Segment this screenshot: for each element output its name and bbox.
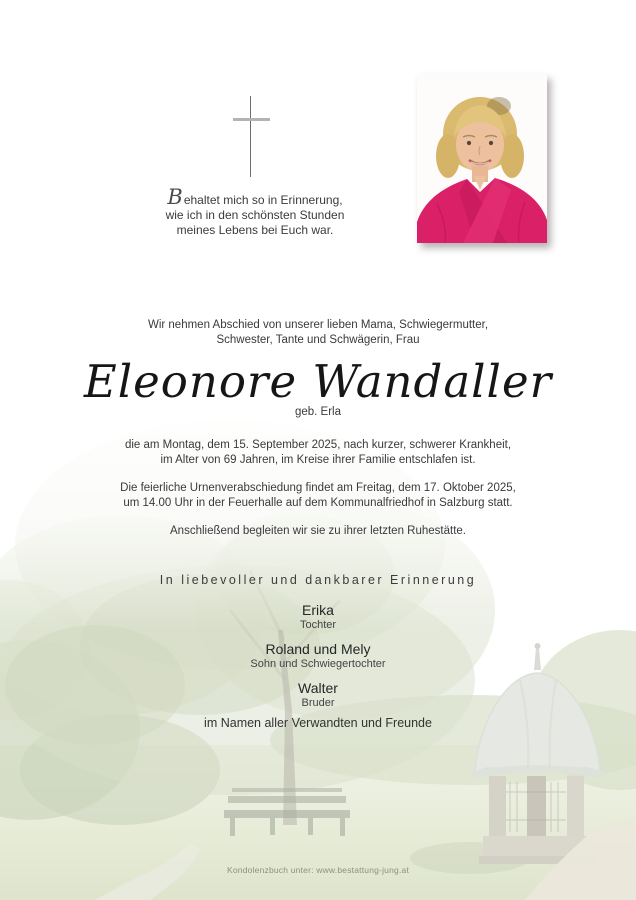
closing-line: Anschließend begleiten wir sie zu ihrer letzten Ruhestätte. bbox=[170, 525, 466, 537]
death-line-1: die am Montag, dem 15. September 2025, nach kurzer, schwerer Krankheit, bbox=[124, 439, 512, 451]
mourner-relation: Bruder bbox=[301, 697, 335, 709]
funeral-line-2: um 14.00 Uhr in der Feuerhalle auf dem Kommunalfriedhof in Salzburg statt. bbox=[123, 496, 513, 509]
quote-initial: B bbox=[167, 185, 184, 209]
intro-text bbox=[0, 318, 636, 347]
mourner-entry bbox=[0, 680, 636, 710]
quote-line-1: Behaltet mich so in Erinnerung, bbox=[167, 185, 343, 209]
memorial-quote bbox=[100, 185, 410, 238]
mourner-name: Erika bbox=[302, 602, 334, 618]
mourner-entry bbox=[0, 602, 636, 632]
mourner-entry bbox=[0, 641, 636, 671]
cross-horizontal-bar bbox=[233, 118, 270, 121]
mourner-name: Roland und Mely bbox=[265, 641, 371, 657]
quote-line-2: wie ich in den schönsten Stunden bbox=[165, 208, 345, 222]
mourners-list bbox=[0, 602, 636, 719]
condolence-book-note: Kondolenzbuch unter: www.bestattung-jung.at bbox=[226, 865, 410, 875]
funeral-details bbox=[0, 481, 636, 510]
quote-line-3: meines Lebens bei Euch war. bbox=[176, 223, 334, 237]
intro-line-2: Schwester, Tante und Schwägerin, Frau bbox=[216, 333, 420, 346]
maiden-name: geb. Erla bbox=[294, 406, 342, 418]
death-announcement bbox=[0, 438, 636, 467]
mourner-relation: Sohn und Schwiegertochter bbox=[250, 658, 386, 670]
mourner-name: Walter bbox=[298, 680, 338, 696]
remembrance-line: In liebevoller und dankbarer Erinnerung bbox=[159, 573, 477, 587]
mourner-relation: Tochter bbox=[299, 619, 337, 631]
portrait-photo bbox=[417, 74, 547, 243]
on-behalf-line: im Namen aller Verwandten und Freunde bbox=[204, 716, 432, 730]
funeral-line-1: Die feierliche Urnenverabschiedung findet am Freitag, dem 17. Oktober 2025, bbox=[120, 482, 516, 494]
cross-vertical-bar bbox=[250, 96, 251, 177]
deceased-name: Eleonore Wandaller bbox=[83, 355, 553, 408]
intro-line-1: Wir nehmen Abschied von unserer lieben Mama, Schwiegermutter, bbox=[147, 319, 489, 331]
death-line-2: im Alter von 69 Jahren, im Kreise ihrer Familie entschlafen ist. bbox=[160, 453, 476, 466]
